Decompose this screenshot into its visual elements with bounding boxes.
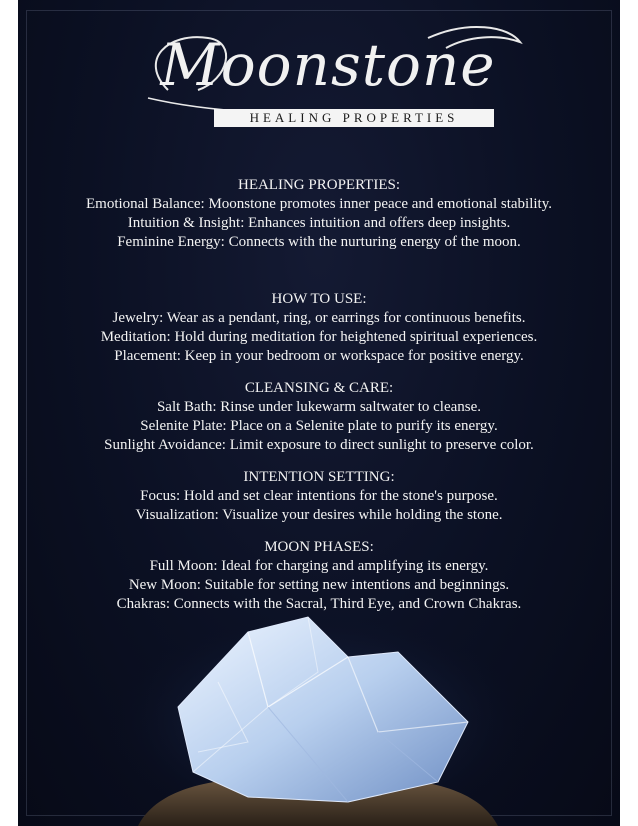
section-moon-phases [18,538,620,614]
moonstone-poster [18,0,620,826]
section-line: Chakras: Connects with the Sacral, Third Eye, and Crown Chakras. [116,596,522,612]
section-line: Intuition & Insight: Enhances intuition and offers deep insights. [127,215,511,231]
section-how-to-use [18,290,620,366]
section-line: Full Moon: Ideal for charging and amplifying its energy. [149,558,489,574]
logo-title: Moonstone [160,31,496,99]
section-healing-properties [18,176,620,252]
section-line: Feminine Energy: Connects with the nurturing energy of the moon. [117,234,521,250]
moonstone-crystal-icon [18,612,620,826]
section-line: Emotional Balance: Moonstone promotes inner peace and emotional stability. [86,196,552,212]
logo-subtitle: HEALING PROPERTIES [214,109,494,127]
section-heading: CLEANSING & CARE: [244,380,394,396]
section-line: Selenite Plate: Place on a Selenite plate to purify its energy. [140,418,498,434]
section-line: Sunlight Avoidance: Limit exposure to direct sunlight to preserve color. [104,437,534,453]
section-cleansing-care [18,379,620,455]
logo [18,20,620,140]
section-line: New Moon: Suitable for setting new intentions and beginnings. [128,577,510,593]
section-line: Jewelry: Wear as a pendant, ring, or earrings for continuous benefits. [112,310,526,326]
section-heading: MOON PHASES: [264,539,374,555]
section-line: Salt Bath: Rinse under lukewarm saltwater to cleanse. [156,399,482,415]
section-heading: HEALING PROPERTIES: [237,177,401,193]
section-line: Meditation: Hold during meditation for heightened spiritual experiences. [100,329,538,345]
section-intention-setting [18,468,620,525]
section-line: Visualization: Visualize your desires while holding the stone. [135,507,503,523]
section-line: Placement: Keep in your bedroom or workspace for positive energy. [114,348,524,364]
section-heading: INTENTION SETTING: [243,469,395,485]
section-heading: HOW TO USE: [271,291,367,307]
section-line: Focus: Hold and set clear intentions for the stone's purpose. [140,488,498,504]
content [18,176,620,614]
